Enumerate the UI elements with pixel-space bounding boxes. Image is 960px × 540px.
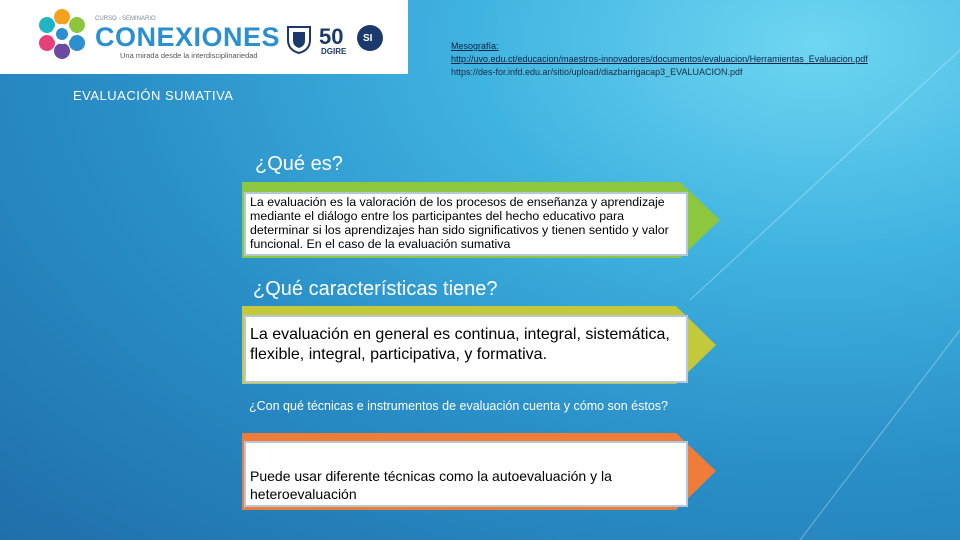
mesografia-link-1[interactable]: http://uvo.edu.ct/educacion/maestros-innovadores/documentos/evaluacion/Herramientas_Evaluacion.pdf (451, 54, 868, 64)
question-techniques: ¿Con qué técnicas e instrumentos de evaluación cuenta y cómo son éstos? (249, 399, 668, 413)
mesografia-label: Mesografía: (451, 41, 499, 51)
answer-techniques: Puede usar diferente técnicas como la autoevaluación y la heteroevaluación (244, 441, 688, 507)
svg-text:SI: SI (363, 33, 373, 44)
svg-text:50: 50 (319, 24, 344, 49)
section-title: EVALUACIÓN SUMATIVA (73, 88, 234, 103)
conexiones-tagline: CURSO · SEMINARIO (95, 16, 156, 22)
question-what-is: ¿Qué es? (255, 153, 343, 175)
question-characteristics: ¿Qué características tiene? (253, 278, 498, 300)
conexiones-subtitle: Una mirada desde la interdisciplinariedad (120, 51, 258, 60)
answer-characteristics: La evaluación en general es continua, integral, sistemática, flexible, integral, participativa, y formativa. (244, 315, 688, 383)
mesografia-link-2[interactable]: https://des-for.infd.edu.ar/sitio/upload/diazbarrigacap3_EVALUACION.pdf (451, 67, 743, 77)
answer-what-is: La evaluación es la valoración de los procesos de enseñanza y aprendizaje mediante el diálogo entre los participantes del hecho educativo para determinar si los aprendizajes han sido significativos y tienen sentido y valor funcional. En el caso de la evaluación sumativa (244, 192, 688, 256)
svg-text:DGIRE: DGIRE (321, 47, 347, 56)
conexiones-title: CONEXIONES (95, 22, 281, 52)
